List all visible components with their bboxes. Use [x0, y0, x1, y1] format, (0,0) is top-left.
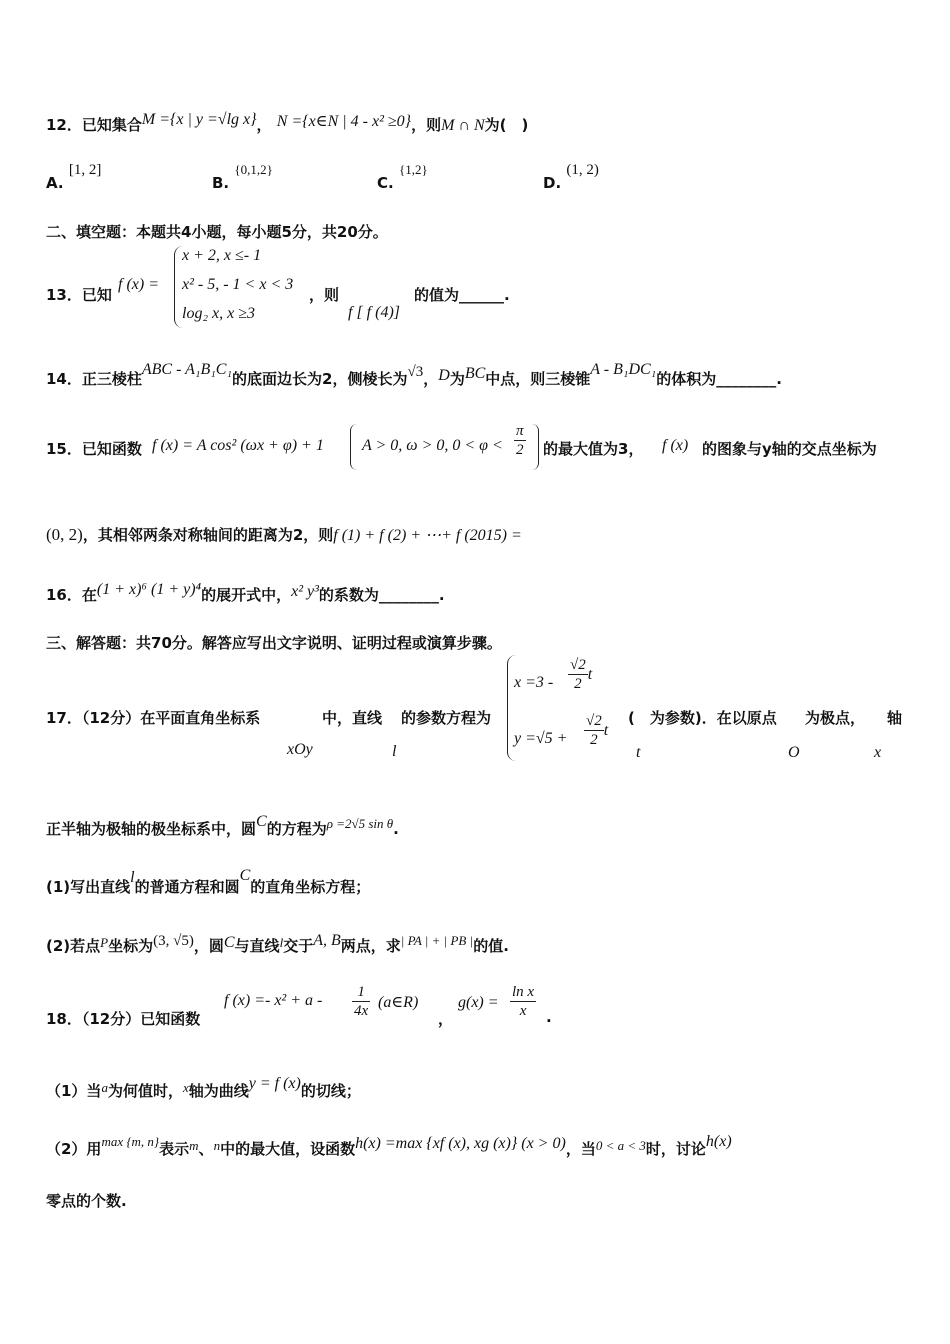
q12-prefix: 12．已知集合 [46, 116, 142, 134]
q14-part4: 为 [449, 370, 465, 388]
q17-s2e: 交于 [283, 937, 314, 955]
q16-stem [46, 581, 445, 605]
q18-gx: g(x) = [458, 994, 499, 1011]
q17-eq2-frac [584, 712, 608, 749]
q17-s2d: 与直线 [234, 937, 280, 955]
option-value: {0,1,2} [234, 162, 273, 177]
q12-option-a[interactable] [46, 160, 102, 192]
circle-c: C [223, 934, 235, 951]
curve: y = f (x) [248, 1075, 301, 1092]
q18-part1: 18．（12分）已知函数 [46, 1010, 201, 1028]
frac-num: π [516, 423, 524, 439]
param-t: t [587, 666, 593, 683]
polar-equation: ρ =2√5 sin θ [326, 816, 394, 831]
q17-s1a: (1)写出直线 [46, 878, 131, 896]
param-a: a [101, 1080, 108, 1095]
q17-line2 [46, 813, 399, 839]
q13-expr: f [ f (4)] [348, 304, 400, 321]
q15-func: f (x) = A cos² (ωx + φ) + 1 [152, 437, 324, 454]
q16-expr: (1 + x)⁶ (1 + y)⁴ [96, 581, 202, 598]
option-label: A. [46, 174, 64, 192]
section-3-heading: 三、解答题：共70分。解答应写出文字说明、证明过程或演算步骤。 [46, 634, 502, 652]
q17-x: x [874, 744, 882, 761]
pyramid: A - B₁DC₁ [590, 361, 657, 378]
q18-s2a: （2）用 [46, 1140, 102, 1158]
point-d: D [438, 367, 450, 384]
var-n: n [213, 1138, 221, 1153]
q18-fx: f (x) =- x² + a - [224, 992, 323, 1009]
q18-s2c: 、 [198, 1140, 214, 1158]
frac-den: 2 [574, 676, 582, 692]
q12-stem [46, 111, 529, 135]
q17-s2c: ，圆 [193, 937, 224, 955]
q14-part6: 的体积为________. [656, 370, 782, 388]
q12-option-c[interactable] [377, 160, 428, 192]
q17-line2c: . [393, 820, 399, 838]
q15-part2: 的最大值为3， [543, 440, 644, 458]
q17-s1c: 的直角坐标方程； [250, 878, 371, 896]
param-t: t [603, 722, 609, 739]
q18-s1a: （1）当 [46, 1082, 102, 1100]
q12-sep: ， [256, 116, 272, 134]
q18-s2d: 中的最大值，设函数 [220, 1140, 356, 1158]
q14-stem [46, 361, 782, 389]
q12-option-d[interactable] [543, 160, 599, 192]
point-p: P [100, 935, 109, 950]
q17-s2a: (2)若点 [46, 937, 101, 955]
q18-line3: 零点的个数. [46, 1192, 127, 1210]
q17-eq1: x =3 - [514, 674, 554, 691]
q15-fx: f (x) [662, 437, 689, 454]
q17-xoy: xOy [287, 741, 313, 758]
q15-pi-frac [514, 422, 526, 459]
option-value: {1,2} [398, 162, 428, 177]
q12-tail1: ，则 [411, 116, 442, 134]
q16-part3: 的系数为________. [318, 586, 445, 604]
q17-origin: O [788, 744, 800, 761]
q17-line-l: l [392, 743, 397, 760]
q18-s1c: 轴为曲线 [188, 1082, 249, 1100]
q15-paren-right [532, 424, 539, 470]
section-2-heading: 二、填空题：本题共4小题，每小题5分，共20分。 [46, 223, 388, 241]
q17-s2g: 的值. [473, 937, 509, 955]
q18-sub2 [46, 1133, 732, 1159]
q18-sep: ， [438, 1010, 454, 1028]
q17-sub2 [46, 932, 509, 956]
q14-part3: ， [423, 370, 439, 388]
q13-case-1: x + 2, x ≤- 1 [182, 247, 262, 264]
q17-part4: ( 为参数)．在以原点 [628, 709, 777, 727]
q13-prefix: 13．已知 [46, 286, 112, 304]
q14-part1: 14．正三棱柱 [46, 370, 142, 388]
q16-term: x² y³ [291, 583, 319, 600]
frac-num: ln x [512, 984, 535, 1000]
q13-tail: 的值为______. [414, 286, 510, 304]
q15-prefix: 15．已知函数 [46, 440, 142, 458]
option-label: C. [377, 174, 394, 192]
q15-paren-left [350, 424, 357, 470]
circle-c: C [239, 867, 251, 884]
q17-part2: 中，直线 [322, 709, 383, 727]
x-axis: x [182, 1080, 189, 1095]
q12-option-b[interactable] [212, 160, 273, 192]
var-m: m [189, 1138, 199, 1153]
q13-case-3: log₂ x, x ≥3 [182, 305, 255, 322]
set-m: M ={x | y =√lg x} [141, 111, 257, 128]
q18-sub1 [46, 1075, 361, 1101]
h-def: h(x) =max {xf (x), xg (x)} (x > 0) [355, 1135, 566, 1152]
q18-s2e: ，当 [565, 1140, 596, 1158]
q13-fx: f (x) = [118, 276, 159, 293]
q13-case-2: x² - 5, - 1 < x < 3 [182, 276, 294, 293]
intersection: M ∩ N [441, 117, 485, 134]
q16-part2: 的展开式中， [201, 586, 292, 604]
max-def: max {m, n} [101, 1134, 160, 1149]
frac-den: 2 [516, 442, 524, 458]
a-range: 0 < a < 3 [595, 1138, 646, 1153]
q15-part4: ，其相邻两条对称轴间的距离为2，则 [82, 526, 334, 544]
circle-c: C [256, 813, 267, 830]
q17-eq2: y =√5 + [514, 730, 568, 747]
p-coordinates: (3, √5) [153, 933, 194, 949]
q15-sum: f (1) + f (2) + ⋯+ f (2015) = [333, 527, 522, 544]
option-value: (1, 2) [566, 162, 599, 178]
q17-part6: 轴 [887, 709, 903, 727]
q17-s2b: 坐标为 [108, 937, 154, 955]
frac-den: 4x [354, 1003, 369, 1019]
q18-frac-f [352, 983, 370, 1020]
frac-den: 2 [590, 732, 598, 748]
q18-s1b: 为何值时， [107, 1082, 183, 1100]
distance-sum: | PA | + | PB | [400, 933, 474, 948]
q17-line2a: 正半轴为极轴的极坐标系中，圆 [46, 820, 257, 838]
line-l: l [130, 869, 135, 886]
q15-part3: 的图象与y轴的交点坐标为 [702, 440, 877, 458]
intercept-point: (0, 2) [46, 525, 83, 544]
q14-part5: 中点，则三棱锥 [485, 370, 591, 388]
q17-sub1 [46, 867, 371, 897]
q17-s2f: 两点，求 [340, 937, 401, 955]
h-x: h(x) [705, 1133, 732, 1150]
q17-eq1-frac [568, 656, 592, 693]
q18-s2b: 表示 [159, 1140, 190, 1158]
q18-end: . [546, 1008, 552, 1026]
q18-s1d: 的切线； [300, 1082, 361, 1100]
points-ab: A, B [313, 932, 341, 949]
line-l: l [279, 935, 284, 950]
q18-ar: (a∈R) [378, 994, 419, 1011]
q18-s2f: 时，讨论 [645, 1140, 706, 1158]
q17-s1b: 的普通方程和圆 [134, 878, 240, 896]
q14-part2: 的底面边长为2，侧棱长为 [232, 370, 408, 388]
q12-tail2: 为( ) [484, 116, 529, 134]
prism: ABC - A₁B₁C₁ [141, 361, 233, 378]
q16-part1: 16．在 [46, 586, 97, 604]
frac-num: √2 [586, 713, 602, 729]
q13-then: ，则 [309, 286, 340, 304]
q17-part3: 的参数方程为 [401, 709, 492, 727]
q17-part1: 17．（12分）在平面直角坐标系 [46, 709, 261, 727]
edge-length: √3 [407, 364, 424, 380]
option-value: [1, 2] [68, 162, 102, 178]
q17-line2b: 的方程为 [266, 820, 327, 838]
option-label: B. [212, 174, 230, 192]
q15-line2 [46, 524, 522, 545]
q17-part5: 为极点， [805, 709, 866, 727]
set-n: N ={x∈N | 4 - x² ≥0} [276, 113, 412, 130]
q15-cond: A > 0, ω > 0, 0 < φ < [362, 437, 503, 454]
segment-bc: BC [464, 365, 486, 382]
frac-den: x [519, 1003, 527, 1019]
q17-t: t [636, 744, 641, 761]
frac-num: 1 [352, 983, 370, 1002]
frac-num: √2 [570, 657, 586, 673]
option-label: D. [543, 174, 562, 192]
q18-frac-g [510, 983, 536, 1020]
